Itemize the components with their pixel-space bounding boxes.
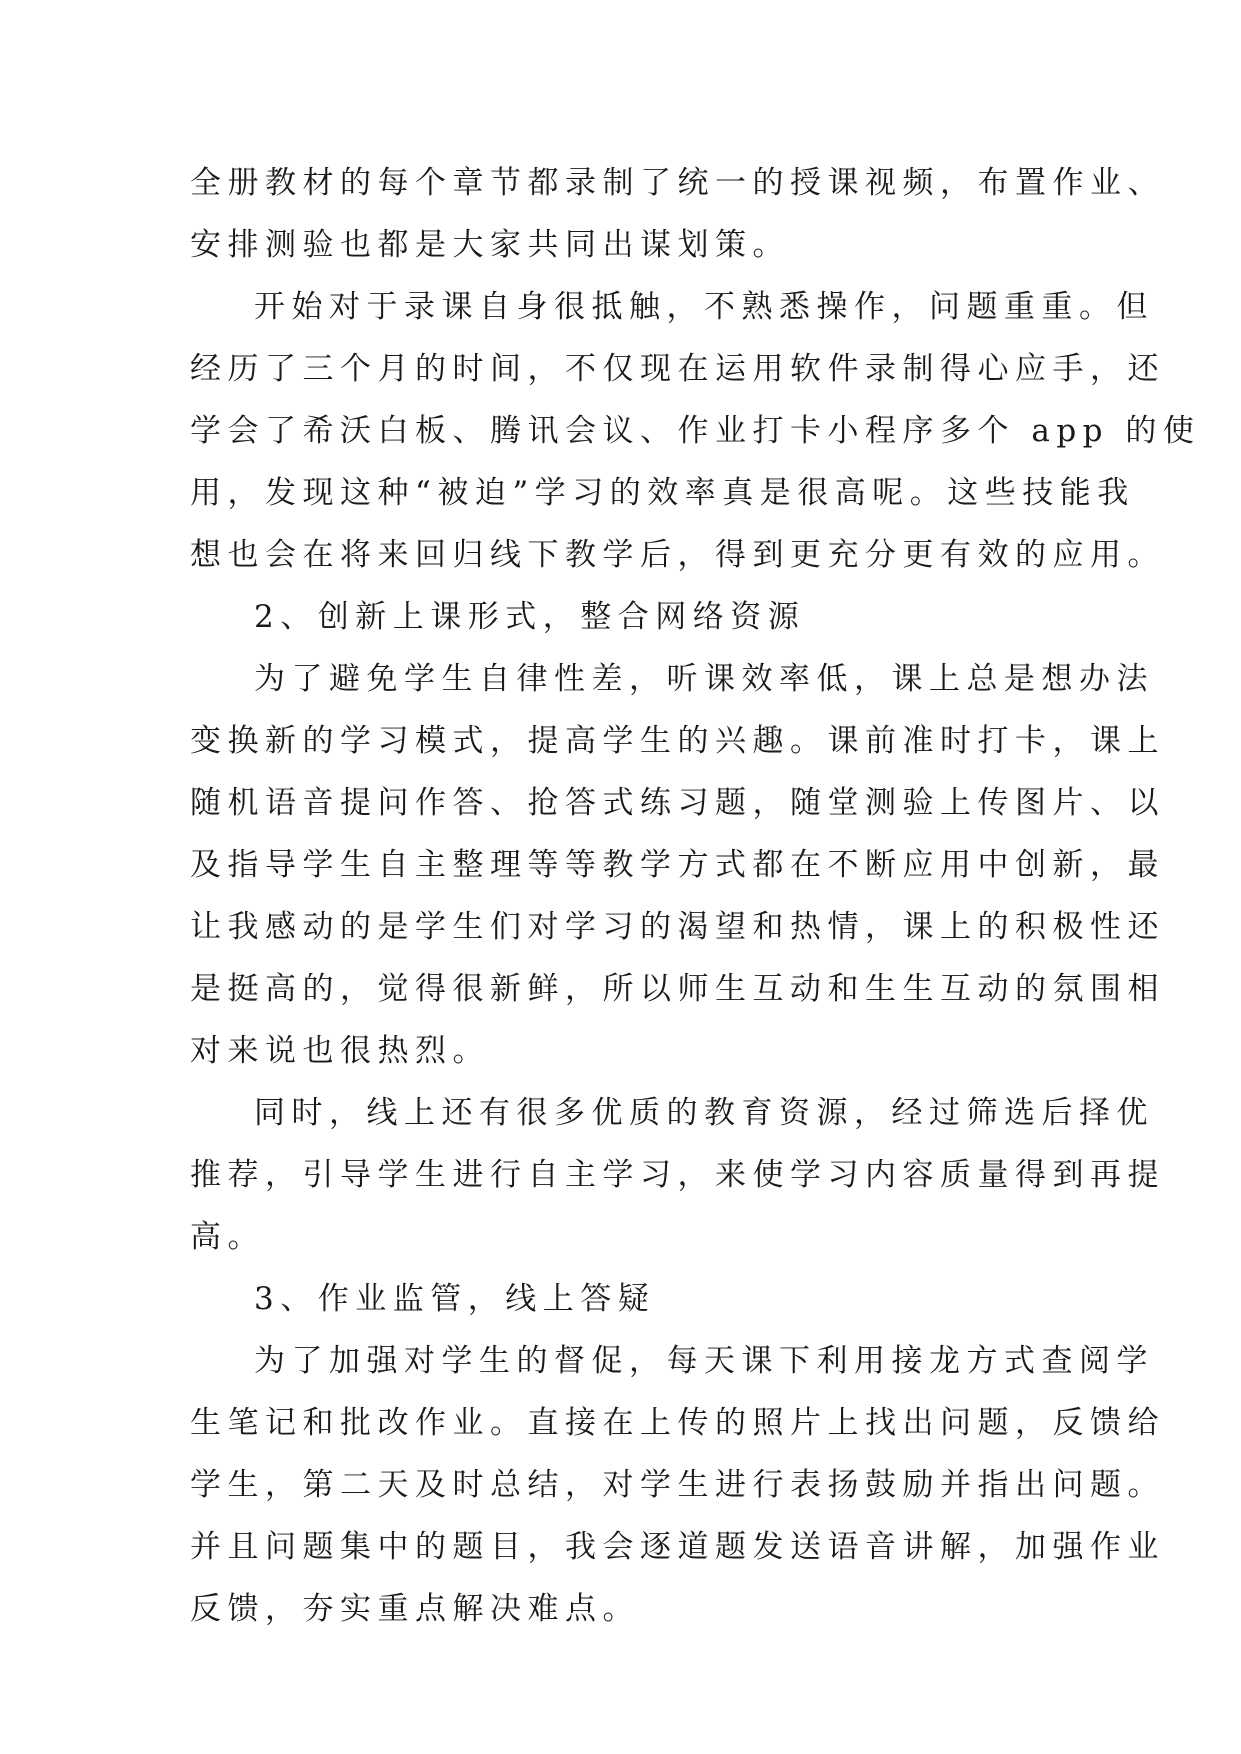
section-heading: 2、创新上课形式，整合网络资源 xyxy=(254,599,806,635)
text-line: 安排测验也都是大家共同出谋划策。 xyxy=(190,227,790,263)
text-line: 及指导学生自主整理等等教学方式都在不断应用中创新，最 xyxy=(190,847,1165,883)
text-line: 变换新的学习模式，提高学生的兴趣。课前准时打卡，课上 xyxy=(190,723,1165,759)
text-line: 全册教材的每个章节都录制了统一的授课视频，布置作业、 xyxy=(190,165,1165,201)
section-heading: 3、作业监管，线上答疑 xyxy=(254,1281,656,1317)
text-line: 让我感动的是学生们对学习的渴望和热情，课上的积极性还 xyxy=(190,909,1165,945)
text-line: 对来说也很热烈。 xyxy=(190,1033,490,1069)
text-line: 用，发现这种“被迫”学习的效率真是很高呢。这些技能我 xyxy=(190,475,1135,511)
paragraph-start-line: 同时，线上还有很多优质的教育资源，经过筛选后择优 xyxy=(254,1095,1154,1131)
text-line: 经历了三个月的时间，不仅现在运用软件录制得心应手，还 xyxy=(190,351,1165,387)
paragraph-start-line: 为了避免学生自律性差，听课效率低，课上总是想办法 xyxy=(254,661,1154,697)
text-line: 并且问题集中的题目，我会逐道题发送语音讲解，加强作业 xyxy=(190,1529,1165,1565)
paragraph-start-line: 为了加强对学生的督促，每天课下利用接龙方式查阅学 xyxy=(254,1343,1154,1379)
text-line: 反馈，夯实重点解决难点。 xyxy=(190,1591,640,1627)
text-line: 生笔记和批改作业。直接在上传的照片上找出问题，反馈给 xyxy=(190,1405,1165,1441)
body-text xyxy=(190,152,1201,1640)
text-line: 随机语音提问作答、抢答式练习题，随堂测验上传图片、以 xyxy=(190,785,1165,821)
text-line: 推荐，引导学生进行自主学习，来使学习内容质量得到再提 xyxy=(190,1157,1165,1193)
text-line: 想也会在将来回归线下教学后，得到更充分更有效的应用。 xyxy=(190,537,1165,573)
text-line: 学会了希沃白板、腾讯会议、作业打卡小程序多个 app 的使 xyxy=(190,413,1201,449)
text-line: 学生，第二天及时总结，对学生进行表扬鼓励并指出问题。 xyxy=(190,1467,1165,1503)
paragraph-start-line: 开始对于录课自身很抵触，不熟悉操作，问题重重。但 xyxy=(254,289,1154,325)
text-line: 是挺高的，觉得很新鲜，所以师生互动和生生互动的氛围相 xyxy=(190,971,1165,1007)
text-line: 高。 xyxy=(190,1219,265,1255)
